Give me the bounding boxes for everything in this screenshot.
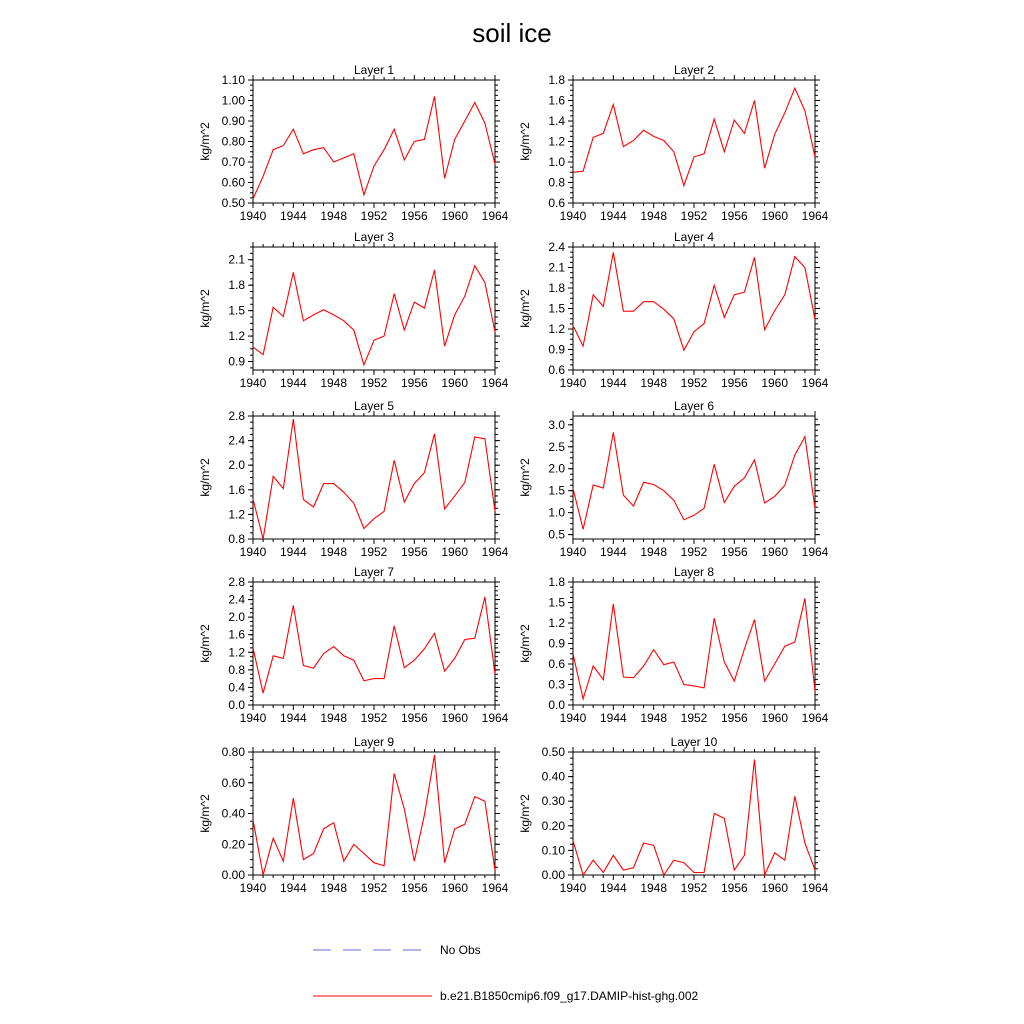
x-tick-label: 1948 xyxy=(640,881,668,895)
y-tick-label: 1.00 xyxy=(221,93,245,108)
y-tick-label: 1.4 xyxy=(548,114,565,128)
y-tick-label: 0.70 xyxy=(221,155,245,169)
y-tick-label: 0.9 xyxy=(228,354,245,369)
x-tick-label: 1940 xyxy=(559,545,587,559)
y-tick-label: 2.4 xyxy=(548,240,565,254)
y-tick-label: 1.5 xyxy=(548,483,565,498)
x-tick-label: 1960 xyxy=(441,711,469,725)
x-tick-label: 1944 xyxy=(599,209,627,223)
x-tick-label: 1948 xyxy=(320,881,348,895)
panel-title: Layer 1 xyxy=(353,63,395,77)
y-axis-label: kg/m^2 xyxy=(518,794,532,833)
plot-frame xyxy=(573,247,815,370)
y-axis-label: kg/m^2 xyxy=(518,122,532,161)
y-tick-label: 2.8 xyxy=(228,409,245,423)
y-tick-label: 0.8 xyxy=(548,175,565,190)
y-tick-label: 0.30 xyxy=(541,794,565,809)
plot-frame xyxy=(573,416,815,539)
x-tick-label: 1948 xyxy=(320,376,348,390)
y-tick-label: 0.20 xyxy=(221,837,245,852)
y-tick-label: 0.9 xyxy=(548,342,565,357)
plot-frame xyxy=(573,582,815,705)
x-tick-label: 1960 xyxy=(441,209,469,223)
y-axis-label: kg/m^2 xyxy=(198,122,212,161)
y-tick-label: 1.0 xyxy=(548,505,565,520)
panel-title: Layer 9 xyxy=(353,735,395,749)
plot-frame xyxy=(253,752,495,875)
y-tick-label: 0.40 xyxy=(541,769,565,784)
x-tick-label: 1948 xyxy=(640,711,668,725)
x-tick-label: 1956 xyxy=(400,376,428,390)
y-tick-label: 1.2 xyxy=(228,507,245,522)
x-tick-label: 1952 xyxy=(680,881,708,895)
y-tick-label: 0.40 xyxy=(221,806,245,821)
y-tick-label: 0.20 xyxy=(541,818,565,833)
x-tick-label: 1944 xyxy=(599,545,627,559)
x-tick-label: 1960 xyxy=(761,545,789,559)
x-tick-label: 1952 xyxy=(360,711,388,725)
x-tick-label: 1944 xyxy=(279,376,307,390)
x-tick-label: 1952 xyxy=(360,209,388,223)
x-tick-label: 1956 xyxy=(720,711,748,725)
y-tick-label: 2.1 xyxy=(228,252,245,267)
y-tick-label: 3.0 xyxy=(548,417,565,432)
y-tick-label: 2.0 xyxy=(228,458,245,473)
x-tick-label: 1940 xyxy=(239,711,267,725)
legend-model-label: b.e21.B1850cmip6.f09_g17.DAMIP-hist-ghg.002 xyxy=(440,989,699,1003)
plot-frame xyxy=(573,80,815,203)
y-tick-label: 0.8 xyxy=(228,532,245,546)
x-tick-label: 1948 xyxy=(640,545,668,559)
x-tick-label: 1952 xyxy=(680,376,708,390)
series-line xyxy=(573,88,815,185)
x-tick-label: 1964 xyxy=(801,711,829,725)
x-tick-label: 1960 xyxy=(441,545,469,559)
y-tick-label: 0.9 xyxy=(548,636,565,651)
y-axis-label: kg/m^2 xyxy=(518,289,532,328)
x-tick-label: 1964 xyxy=(801,545,829,559)
y-tick-label: 0.60 xyxy=(221,775,245,790)
x-tick-label: 1940 xyxy=(239,209,267,223)
y-axis-label: kg/m^2 xyxy=(198,624,212,663)
x-tick-label: 1956 xyxy=(400,711,428,725)
y-tick-label: 2.4 xyxy=(228,592,245,607)
panel-title: Layer 7 xyxy=(353,565,395,579)
y-tick-label: 2.1 xyxy=(548,260,565,275)
y-tick-label: 0.0 xyxy=(228,698,245,712)
y-tick-label: 0.5 xyxy=(548,527,565,542)
y-tick-label: 0.4 xyxy=(228,680,245,695)
x-tick-label: 1960 xyxy=(761,376,789,390)
y-tick-label: 0.00 xyxy=(541,868,565,882)
x-tick-label: 1940 xyxy=(239,376,267,390)
y-tick-label: 0.80 xyxy=(221,134,245,149)
chart-panel-7 xyxy=(198,565,509,725)
y-tick-label: 0.0 xyxy=(548,698,565,712)
y-tick-label: 0.50 xyxy=(541,745,565,759)
x-tick-label: 1944 xyxy=(279,209,307,223)
panels-grid xyxy=(198,63,829,895)
x-tick-label: 1956 xyxy=(400,881,428,895)
y-axis-label: kg/m^2 xyxy=(518,624,532,663)
y-axis-label: kg/m^2 xyxy=(198,794,212,833)
x-tick-label: 1956 xyxy=(720,545,748,559)
y-tick-label: 0.00 xyxy=(221,868,245,882)
x-tick-label: 1940 xyxy=(559,881,587,895)
x-tick-label: 1960 xyxy=(441,376,469,390)
y-tick-label: 0.90 xyxy=(221,114,245,128)
y-tick-label: 1.8 xyxy=(228,278,245,293)
y-tick-label: 0.6 xyxy=(548,196,565,210)
y-tick-label: 1.5 xyxy=(548,301,565,316)
y-tick-label: 0.10 xyxy=(541,843,565,858)
y-tick-label: 1.2 xyxy=(548,322,565,336)
x-tick-label: 1944 xyxy=(279,545,307,559)
y-tick-label: 2.5 xyxy=(548,439,565,454)
x-tick-label: 1956 xyxy=(720,881,748,895)
y-tick-label: 0.80 xyxy=(221,745,245,759)
y-tick-label: 1.2 xyxy=(548,616,565,630)
x-tick-label: 1952 xyxy=(360,881,388,895)
panel-title: Layer 5 xyxy=(353,399,395,413)
x-tick-label: 1944 xyxy=(599,881,627,895)
y-tick-label: 0.6 xyxy=(548,657,565,671)
series-line xyxy=(253,419,495,539)
x-tick-label: 1948 xyxy=(320,545,348,559)
figure-title: soil ice xyxy=(472,18,552,48)
x-tick-label: 1964 xyxy=(481,545,509,559)
series-line xyxy=(573,432,815,529)
x-tick-label: 1952 xyxy=(680,711,708,725)
y-tick-label: 1.8 xyxy=(548,281,565,295)
y-tick-label: 1.10 xyxy=(221,73,245,87)
y-tick-label: 1.0 xyxy=(548,155,565,169)
chart-panel-2 xyxy=(518,63,829,223)
x-tick-label: 1940 xyxy=(239,545,267,559)
x-tick-label: 1956 xyxy=(720,209,748,223)
x-tick-label: 1948 xyxy=(640,209,668,223)
x-tick-label: 1948 xyxy=(640,376,668,390)
y-tick-label: 0.60 xyxy=(221,175,245,190)
x-tick-label: 1944 xyxy=(599,711,627,725)
x-tick-label: 1960 xyxy=(761,711,789,725)
chart-panel-6 xyxy=(518,399,829,559)
panel-title: Layer 3 xyxy=(353,230,395,244)
y-tick-label: 2.0 xyxy=(548,461,565,476)
panel-title: Layer 2 xyxy=(673,63,715,77)
panel-title: Layer 10 xyxy=(670,735,718,749)
y-tick-label: 1.6 xyxy=(228,627,245,642)
x-tick-label: 1952 xyxy=(680,545,708,559)
x-tick-label: 1944 xyxy=(599,376,627,390)
y-tick-label: 0.50 xyxy=(221,196,245,210)
x-tick-label: 1964 xyxy=(481,881,509,895)
chart-panel-8 xyxy=(518,565,829,725)
x-tick-label: 1956 xyxy=(400,545,428,559)
x-tick-label: 1964 xyxy=(481,209,509,223)
chart-panel-3 xyxy=(198,230,509,390)
x-tick-label: 1952 xyxy=(680,209,708,223)
x-tick-label: 1940 xyxy=(239,881,267,895)
x-tick-label: 1940 xyxy=(559,711,587,725)
x-tick-label: 1956 xyxy=(400,209,428,223)
x-tick-label: 1952 xyxy=(360,376,388,390)
y-tick-label: 1.5 xyxy=(228,303,245,318)
x-tick-label: 1964 xyxy=(481,711,509,725)
x-tick-label: 1956 xyxy=(720,376,748,390)
series-line xyxy=(253,266,495,365)
panel-title: Layer 6 xyxy=(673,399,715,413)
plot-frame xyxy=(253,80,495,203)
series-line xyxy=(573,598,815,699)
x-tick-label: 1964 xyxy=(801,881,829,895)
plot-frame xyxy=(573,752,815,875)
series-line xyxy=(253,597,495,693)
x-tick-label: 1944 xyxy=(279,711,307,725)
x-tick-label: 1948 xyxy=(320,711,348,725)
y-tick-label: 2.8 xyxy=(228,575,245,589)
legend xyxy=(313,943,698,1003)
plot-frame xyxy=(253,582,495,705)
x-tick-label: 1940 xyxy=(559,209,587,223)
x-tick-label: 1952 xyxy=(360,545,388,559)
chart-panel-4 xyxy=(518,230,829,390)
y-tick-label: 1.2 xyxy=(548,134,565,149)
series-line xyxy=(573,759,815,875)
y-tick-label: 0.8 xyxy=(228,662,245,677)
panel-title: Layer 8 xyxy=(673,565,715,579)
x-tick-label: 1960 xyxy=(761,881,789,895)
x-tick-label: 1944 xyxy=(279,881,307,895)
x-tick-label: 1964 xyxy=(801,376,829,390)
x-tick-label: 1948 xyxy=(320,209,348,223)
y-tick-label: 1.5 xyxy=(548,595,565,610)
y-tick-label: 1.6 xyxy=(228,482,245,497)
y-axis-label: kg/m^2 xyxy=(198,289,212,328)
y-tick-label: 0.3 xyxy=(548,677,565,692)
series-line xyxy=(253,96,495,198)
y-tick-label: 2.0 xyxy=(228,610,245,625)
y-axis-label: kg/m^2 xyxy=(518,458,532,497)
chart-panel-10 xyxy=(518,735,829,895)
plot-frame xyxy=(253,416,495,539)
panel-title: Layer 4 xyxy=(673,230,715,244)
y-tick-label: 2.4 xyxy=(228,433,245,448)
chart-panel-9 xyxy=(198,735,509,895)
legend-no-obs-label: No Obs xyxy=(440,943,481,957)
y-tick-label: 1.2 xyxy=(228,329,245,344)
y-tick-label: 1.8 xyxy=(548,73,565,87)
y-tick-label: 0.6 xyxy=(548,363,565,377)
series-line xyxy=(253,755,495,875)
chart-panel-5 xyxy=(198,399,509,559)
y-tick-label: 1.8 xyxy=(548,575,565,589)
x-tick-label: 1960 xyxy=(761,209,789,223)
y-axis-label: kg/m^2 xyxy=(198,458,212,497)
y-tick-label: 1.2 xyxy=(228,645,245,660)
chart-panel-1 xyxy=(198,63,509,223)
x-tick-label: 1940 xyxy=(559,376,587,390)
x-tick-label: 1964 xyxy=(801,209,829,223)
series-line xyxy=(573,253,815,351)
y-tick-label: 1.6 xyxy=(548,93,565,108)
x-tick-label: 1960 xyxy=(441,881,469,895)
x-tick-label: 1964 xyxy=(481,376,509,390)
